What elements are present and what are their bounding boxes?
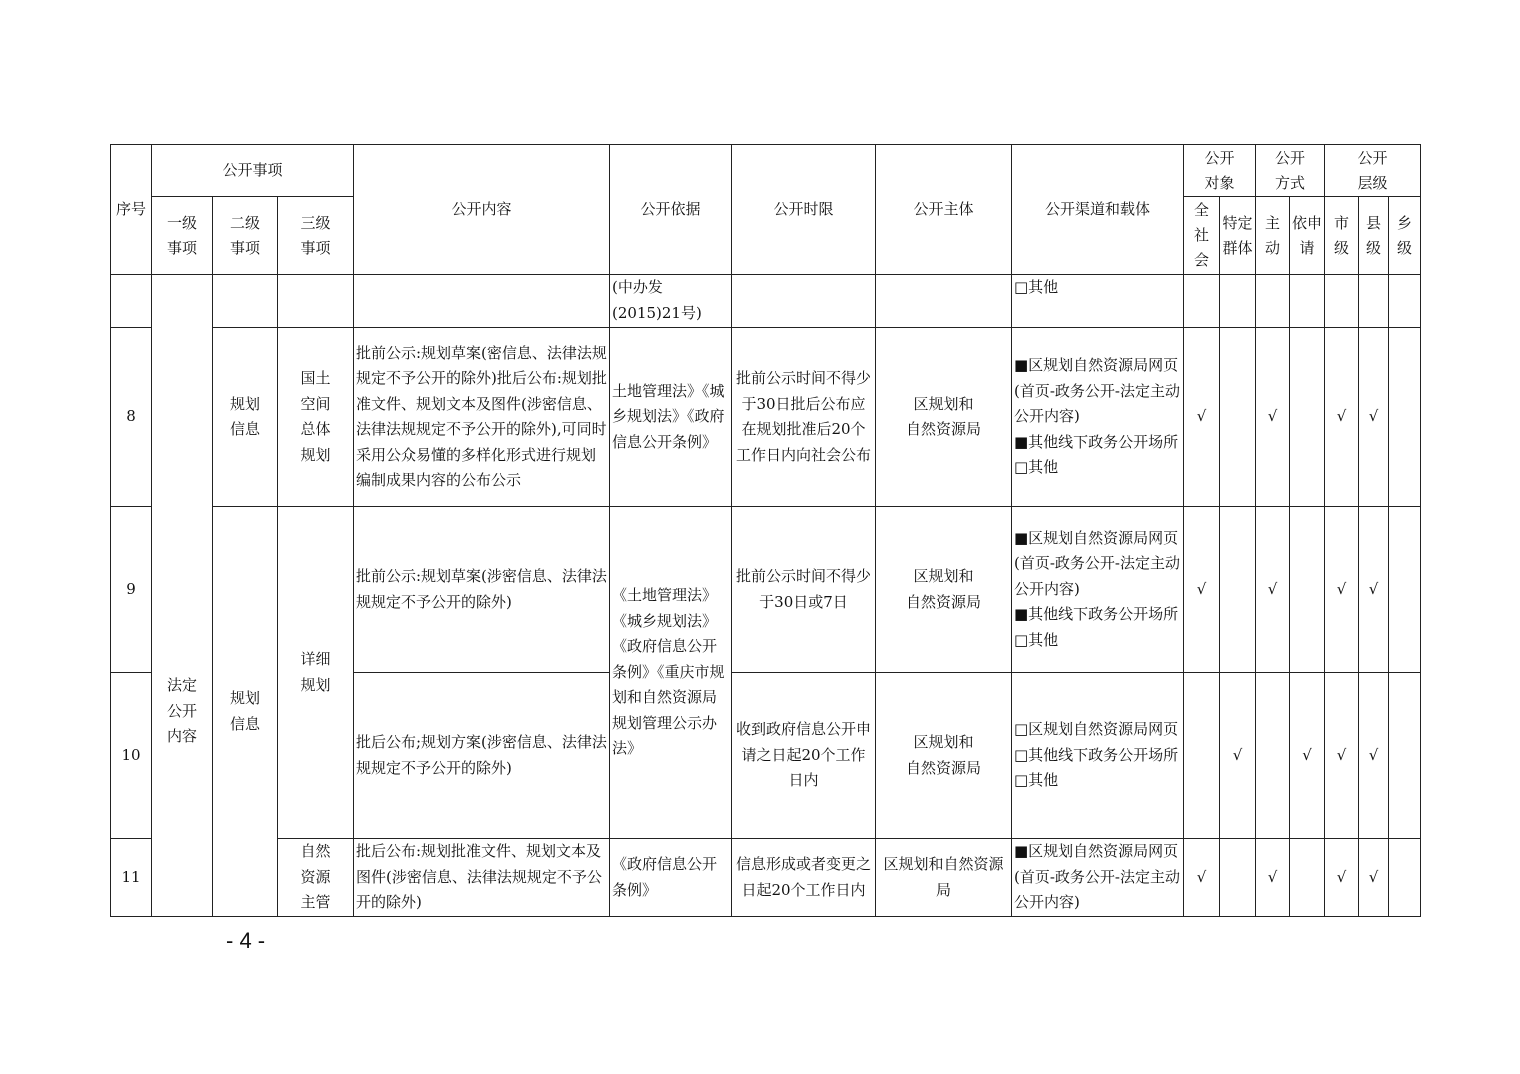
cell-target-specific <box>1220 839 1256 917</box>
cell-level-county: √ <box>1359 839 1389 917</box>
cell-level1: 法定 公开 内容 <box>152 507 213 917</box>
header-channel: 公开渠道和载体 <box>1012 145 1184 275</box>
cell-deadline: 收到政府信息公开申请之日起20个工作日内 <box>732 673 876 839</box>
cell-content: 批前公示:规划草案(涉密信息、法律法规规定不予公开的除外) <box>354 507 610 673</box>
cell-level-county: √ <box>1359 507 1389 673</box>
cell-seq: 11 <box>111 839 152 917</box>
cell-subject: 区规划和自然资源局 <box>876 839 1012 917</box>
header-target-specific: 特定 群体 <box>1220 197 1256 275</box>
cell-level3: 国土 空间 总体 规划 <box>278 328 354 507</box>
table-row <box>111 839 1421 917</box>
cell-content: 批后公布;规划方案(涉密信息、法律法规规定不予公开的除外) <box>354 673 610 839</box>
header-deadline: 公开时限 <box>732 145 876 275</box>
header-level3: 三级 事项 <box>278 197 354 275</box>
cell-level1 <box>152 275 213 328</box>
cell-deadline <box>732 275 876 328</box>
cell-subject: 区规划和 自然资源局 <box>876 507 1012 673</box>
cell-channel: ■区规划自然资源局网页(首页-政务公开-法定主动公开内容) ■其他线下政务公开场所 □其他 <box>1012 507 1184 673</box>
cell-subject <box>876 275 1012 328</box>
cell-level-town <box>1389 839 1421 917</box>
cell-basis: 《土地管理法》《城乡规划法》《政府信息公开条例》《重庆市规划和自然资源局规划管理公示办法》 <box>610 507 732 839</box>
cell-target-all: √ <box>1184 839 1220 917</box>
cell-method-active: √ <box>1256 839 1290 917</box>
header-level-county: 县 级 <box>1359 197 1389 275</box>
cell-level-city: √ <box>1325 507 1359 673</box>
cell-level-county: √ <box>1359 673 1389 839</box>
cell-deadline: 信息形成或者变更之日起20个工作日内 <box>732 839 876 917</box>
cell-seq <box>111 275 152 328</box>
cell-level-town <box>1389 507 1421 673</box>
header-method-apply: 依申 请 <box>1290 197 1325 275</box>
cell-channel: □其他 <box>1012 275 1184 328</box>
cell-target-all: √ <box>1184 328 1220 507</box>
cell-method-active: √ <box>1256 328 1290 507</box>
cell-target-specific <box>1220 328 1256 507</box>
page-number: - 4 - <box>226 928 266 953</box>
cell-level-county <box>1359 275 1389 328</box>
header-basis: 公开依据 <box>610 145 732 275</box>
cell-method-active <box>1256 275 1290 328</box>
header-level1: 一级 事项 <box>152 197 213 275</box>
header-level2: 二级 事项 <box>213 197 278 275</box>
header-level: 公开 层级 <box>1325 145 1421 197</box>
header-level-town: 乡 级 <box>1389 197 1421 275</box>
cell-target-specific <box>1220 275 1256 328</box>
cell-level2 <box>213 275 278 328</box>
cell-target-all <box>1184 275 1220 328</box>
cell-channel: ■区规划自然资源局网页(首页-政务公开-法定主动公开内容) <box>1012 839 1184 917</box>
cell-deadline: 批前公示时间不得少于30日或7日 <box>732 507 876 673</box>
cell-method-active <box>1256 673 1290 839</box>
cell-content: 批后公布:规划批准文件、规划文本及图件(涉密信息、法律法规规定不予公开的除外) <box>354 839 610 917</box>
cell-channel: □区规划自然资源局网页 □其他线下政务公开场所 □其他 <box>1012 673 1184 839</box>
cell-method-apply <box>1290 328 1325 507</box>
cell-target-specific <box>1220 507 1256 673</box>
cell-level3 <box>278 275 354 328</box>
header-content: 公开内容 <box>354 145 610 275</box>
cell-level-town <box>1389 673 1421 839</box>
cell-seq: 10 <box>111 673 152 839</box>
cell-method-apply: √ <box>1290 673 1325 839</box>
cell-level-city <box>1325 275 1359 328</box>
cell-subject: 区规划和 自然资源局 <box>876 673 1012 839</box>
table-row <box>111 328 1421 507</box>
cell-target-all: √ <box>1184 507 1220 673</box>
header-seq: 序号 <box>111 145 152 275</box>
header-method-active: 主 动 <box>1256 197 1290 275</box>
header-subject: 公开主体 <box>876 145 1012 275</box>
header-target: 公开 对象 <box>1184 145 1256 197</box>
cell-level3: 详细 规划 <box>278 507 354 839</box>
cell-content <box>354 275 610 328</box>
cell-level-town <box>1389 275 1421 328</box>
cell-level2: 规划 信息 <box>213 507 278 917</box>
cell-basis: 《政府信息公开条例》 <box>610 839 732 917</box>
cell-level-city: √ <box>1325 839 1359 917</box>
cell-seq: 9 <box>111 507 152 673</box>
header-items: 公开事项 <box>152 145 354 197</box>
cell-method-apply <box>1290 839 1325 917</box>
cell-level2: 规划 信息 <box>213 328 278 507</box>
cell-target-specific: √ <box>1220 673 1256 839</box>
cell-content: 批前公示:规划草案(密信息、法律法规规定不予公开的除外)批后公布:规划批准文件、规划文本及图件(涉密信息、法律法规规定不予公开的除外),可同时采用公众易懂的多样化形式进行规划编制成果内容的公布公示 <box>354 328 610 507</box>
disclosure-table <box>110 144 1421 917</box>
cell-basis: (中办发(2015)21号) <box>610 275 732 328</box>
header-method: 公开 方式 <box>1256 145 1325 197</box>
cell-level3: 自然 资源 主管 <box>278 839 354 917</box>
cell-deadline: 批前公示时间不得少于30日批后公布应在规划批准后20个工作日内向社会公布 <box>732 328 876 507</box>
cell-channel: ■区规划自然资源局网页(首页-政务公开-法定主动公开内容) ■其他线下政务公开场所 □其他 <box>1012 328 1184 507</box>
cell-level-city: √ <box>1325 328 1359 507</box>
table-row <box>111 275 1421 328</box>
header-level-city: 市 级 <box>1325 197 1359 275</box>
cell-level-town <box>1389 328 1421 507</box>
header-target-all: 全 社 会 <box>1184 197 1220 275</box>
cell-level-county: √ <box>1359 328 1389 507</box>
cell-method-active: √ <box>1256 507 1290 673</box>
cell-seq: 8 <box>111 328 152 507</box>
cell-method-apply <box>1290 275 1325 328</box>
cell-method-apply <box>1290 507 1325 673</box>
cell-level1 <box>152 328 213 507</box>
cell-level-city: √ <box>1325 673 1359 839</box>
cell-target-all <box>1184 673 1220 839</box>
cell-basis: 土地管理法》《城乡规划法》《政府信息公开条例》 <box>610 328 732 507</box>
cell-subject: 区规划和 自然资源局 <box>876 328 1012 507</box>
table-row <box>111 507 1421 673</box>
